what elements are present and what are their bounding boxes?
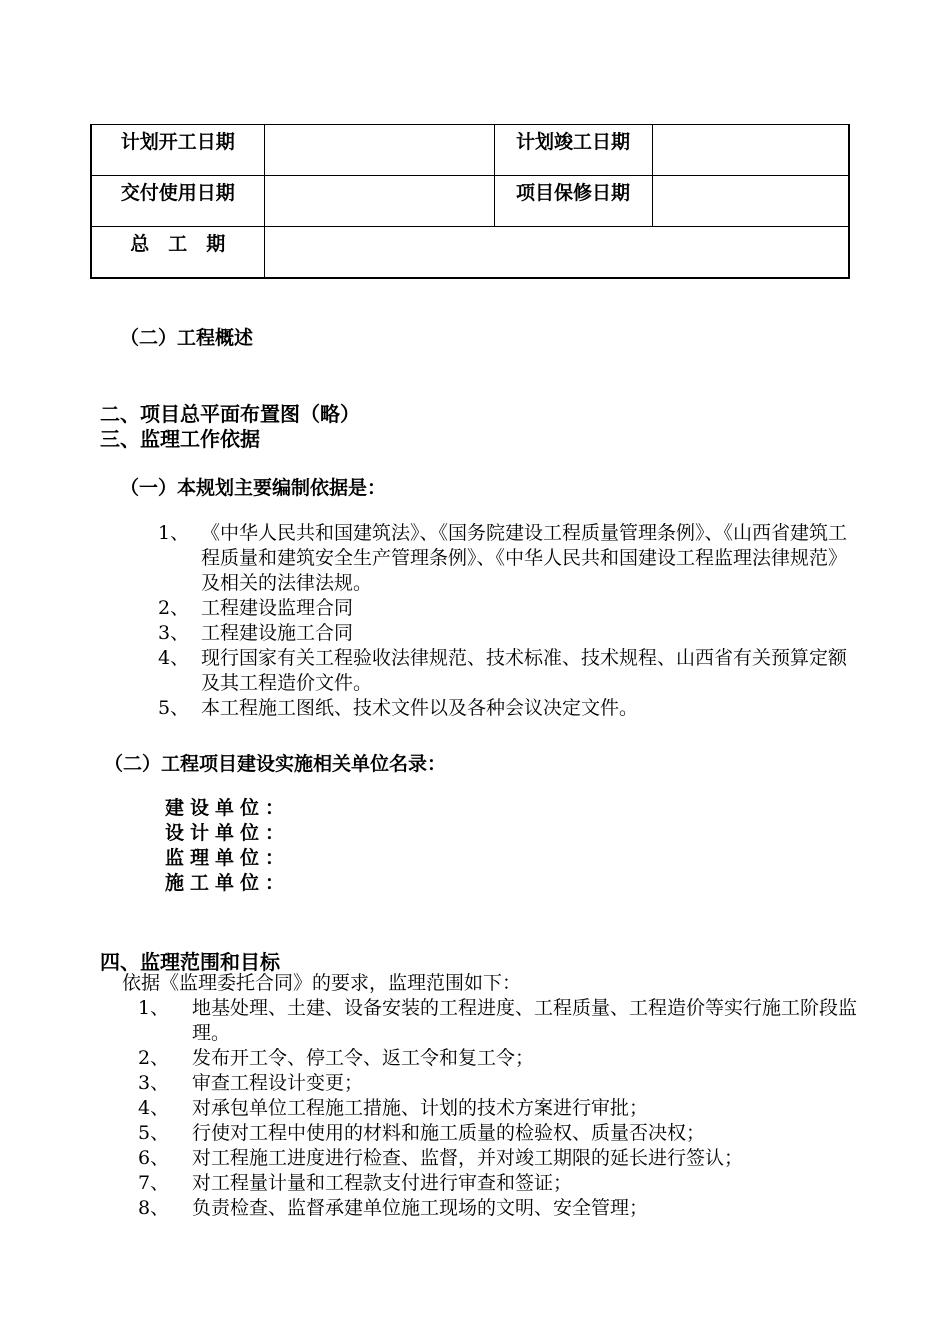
list-item — [138, 996, 858, 1046]
total-duration-value — [264, 227, 849, 279]
section4-title: 四、监理范围和目标 — [100, 950, 280, 974]
list-item — [158, 521, 858, 596]
list-number: 7、 — [138, 1172, 170, 1194]
list-item — [158, 646, 858, 696]
list-text: 发布开工令、停工令、返工令和复工令； — [192, 1047, 535, 1069]
section-overview-heading: （二）工程概述 — [120, 327, 254, 349]
list-text: 对工程量计量和工程款支付进行审查和签证； — [192, 1172, 573, 1194]
list-item — [158, 621, 858, 646]
basis-list — [158, 521, 858, 721]
list-item — [138, 1146, 858, 1171]
list-number: 4、 — [138, 1097, 170, 1119]
list-text: 工程建设施工合同 — [201, 622, 354, 644]
list-number: 3、 — [158, 622, 190, 644]
supervision-unit-label: 监理单位： — [165, 847, 291, 869]
section4-intro: 依据《监理委托合同》的要求，监理范围如下： — [122, 972, 522, 994]
planned-completion-label: 计划竣工日期 — [494, 125, 652, 176]
list-number: 5、 — [138, 1122, 170, 1144]
units-list — [165, 796, 290, 896]
list-item — [158, 596, 858, 621]
warranty-date-value — [652, 176, 849, 227]
warranty-date-label: 项目保修日期 — [494, 176, 652, 227]
list-number: 8、 — [138, 1197, 170, 1219]
list-text: 现行国家有关工程验收法律规范、技术标准、技术规程、山西省有关预算定额及其工程造价文件。 — [201, 647, 848, 694]
list-number: 2、 — [158, 597, 190, 619]
list-item — [138, 1046, 858, 1071]
design-unit-label: 设计单位： — [165, 822, 291, 844]
planned-completion-value — [652, 125, 849, 176]
planned-start-value — [264, 125, 494, 176]
basis-heading: （一）本规划主要编制依据是： — [120, 477, 387, 499]
list-text: 行使对工程中使用的材料和施工质量的检验权、质量否决权； — [192, 1122, 706, 1144]
section3-title: 三、监理工作依据 — [100, 427, 260, 451]
table-row — [91, 125, 849, 176]
table-row — [91, 227, 849, 279]
construction-unit-label: 建设单位： — [165, 797, 291, 819]
delivery-date-value — [264, 176, 494, 227]
list-number: 1、 — [158, 522, 190, 544]
delivery-date-label: 交付使用日期 — [91, 176, 264, 227]
list-text: 负责检查、监督承建单位施工现场的文明、安全管理； — [192, 1197, 649, 1219]
list-number: 6、 — [138, 1147, 170, 1169]
table-row — [91, 176, 849, 227]
list-number: 5、 — [158, 697, 190, 719]
units-heading: （二）工程项目建设实施相关单位名录： — [104, 753, 447, 775]
list-number: 3、 — [138, 1072, 170, 1094]
list-number: 1、 — [138, 997, 170, 1019]
scope-list — [138, 996, 858, 1221]
list-text: 《中华人民共和国建筑法》、《国务院建设工程质量管理条例》、《山西省建筑工程质量和建筑安全生产管理条例》、《中华人民共和国建设工程监理法律规范》及相关的法律法规。 — [201, 522, 848, 594]
list-text: 审查工程设计变更； — [192, 1072, 364, 1094]
schedule-table — [90, 124, 850, 279]
list-text: 对承包单位工程施工措施、计划的技术方案进行审批； — [192, 1097, 649, 1119]
list-number: 2、 — [138, 1047, 170, 1069]
list-text: 对工程施工进度进行检查、监督，并对竣工期限的延长进行签认； — [192, 1147, 744, 1169]
list-text: 工程建设监理合同 — [201, 597, 354, 619]
list-item — [158, 696, 858, 721]
list-item — [138, 1096, 858, 1121]
list-item — [138, 1196, 858, 1221]
list-item — [138, 1171, 858, 1196]
total-duration-label: 总 工 期 — [91, 227, 264, 279]
builder-unit-label: 施工单位： — [165, 872, 291, 894]
list-number: 4、 — [158, 647, 190, 669]
list-item — [138, 1121, 858, 1146]
list-text: 地基处理、土建、设备安装的工程进度、工程质量、工程造价等实行施工阶段监理。 — [192, 997, 858, 1044]
section2-title: 二、项目总平面布置图（略） — [100, 402, 360, 426]
planned-start-label: 计划开工日期 — [91, 125, 264, 176]
list-text: 本工程施工图纸、技术文件以及各种会议决定文件。 — [201, 697, 639, 719]
list-item — [138, 1071, 858, 1096]
